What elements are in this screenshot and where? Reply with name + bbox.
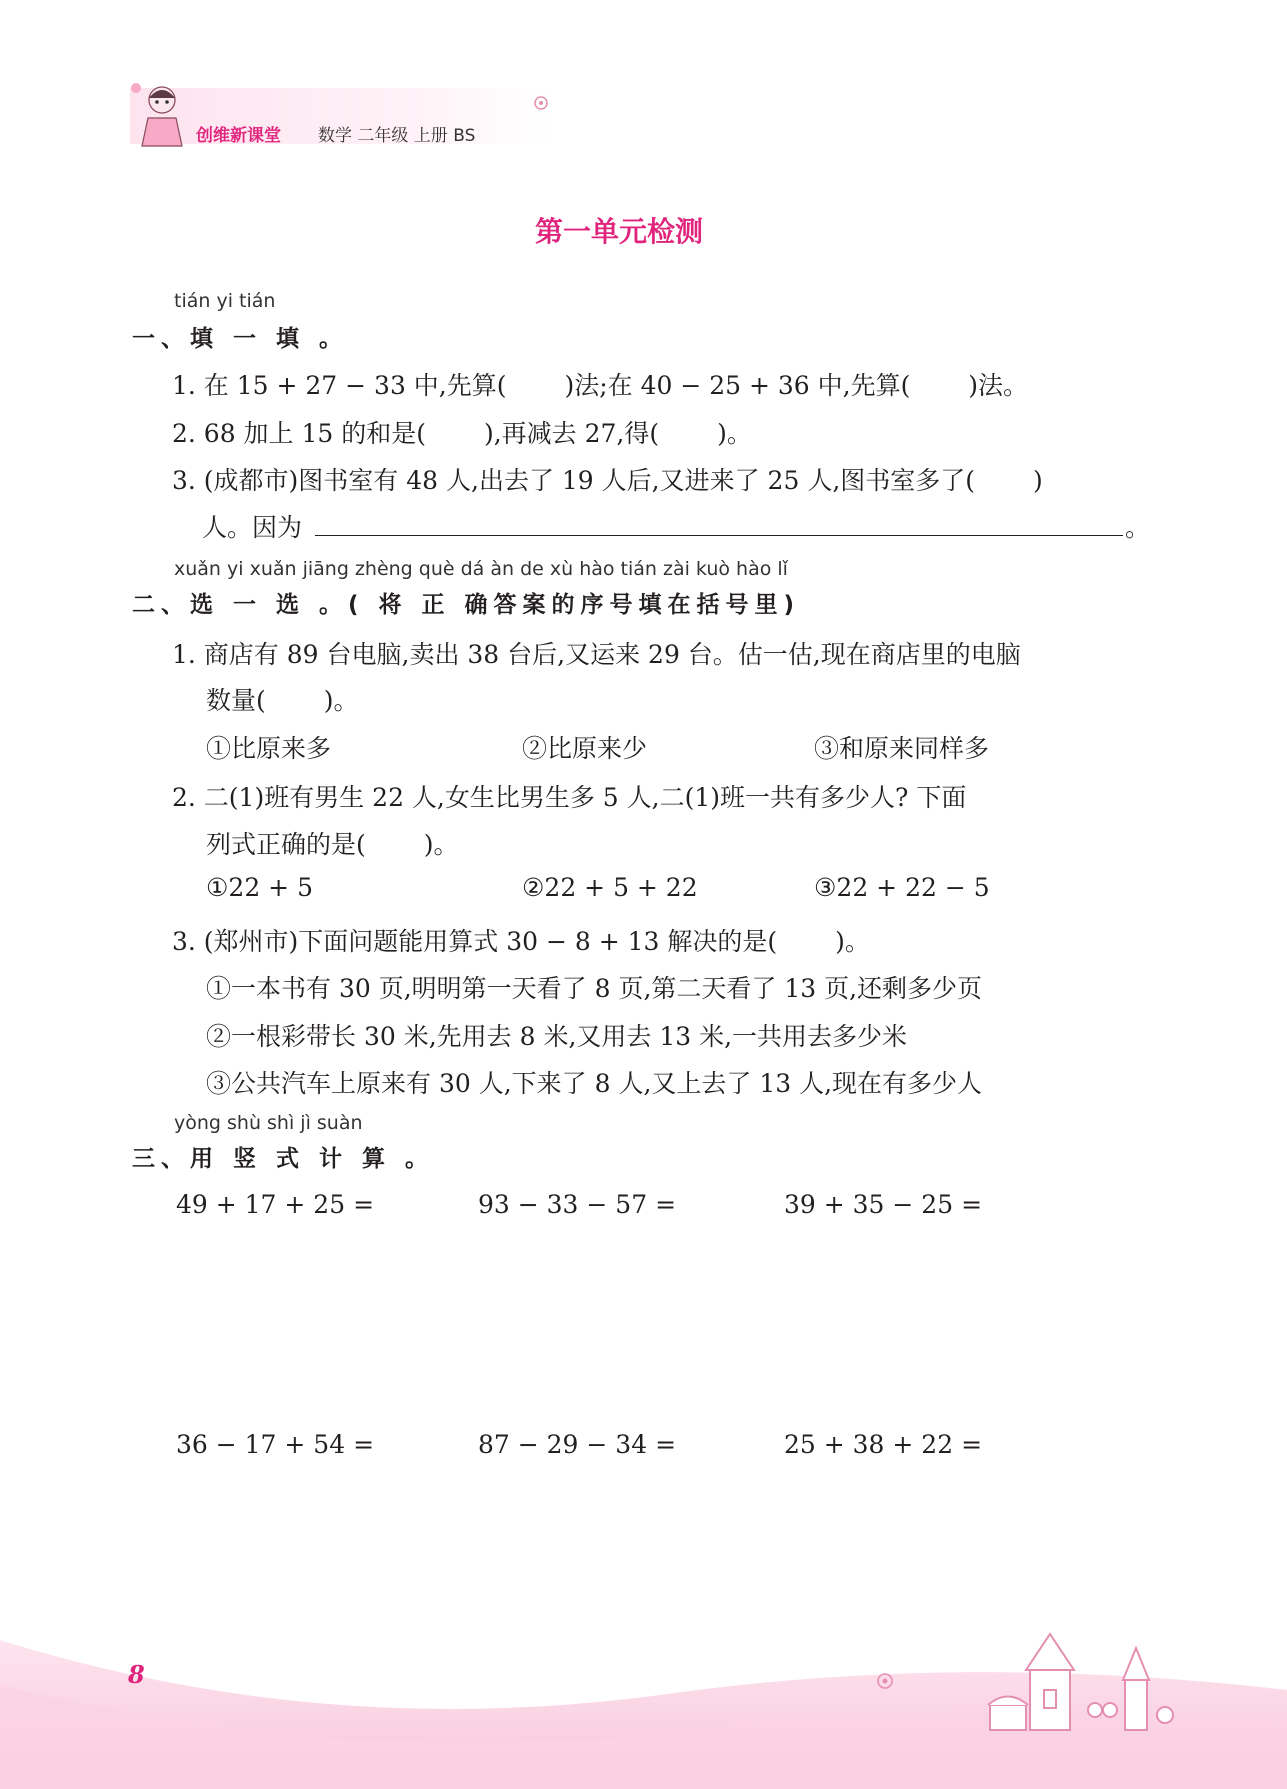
s2-q3-option-3: ③公共汽车上原来有 30 人,下来了 8 人,又上去了 13 人,现在有多少人 (206, 1069, 983, 1098)
calc-problem: 49 + 17 + 25 = (176, 1190, 375, 1219)
brand-name: 创维新课堂 (196, 126, 281, 146)
s2-q2-option-3: ③22 + 22 − 5 (814, 873, 990, 902)
s2-question-1: 1. 商店有 89 台电脑,卖出 38 台后,又运来 29 台。估一估,现在商店里的电脑 (172, 640, 1021, 669)
s2-q2-option-2: ②22 + 5 + 22 (522, 873, 698, 902)
answer-blank-line[interactable] (315, 535, 1123, 536)
calc-problem: 25 + 38 + 22 = (784, 1430, 983, 1459)
section1-heading: 一、填 一 填 。 (132, 326, 349, 352)
girl-mascot-icon (128, 78, 190, 152)
s1-question-3-reason-label: 人。因为 (202, 513, 303, 542)
s2-q1-option-2: ②比原来少 (522, 734, 648, 763)
s2-q1-option-3: ③和原来同样多 (814, 734, 990, 763)
castle-icon (960, 1620, 1180, 1740)
s1-question-1: 1. 在 15 + 27 − 33 中,先算( )法;在 40 − 25 + 36 中,先算( )法。 (172, 371, 1029, 400)
s1-question-3: 3. (成都市)图书室有 48 人,出去了 19 人后,又进来了 25 人,图书室多了( ) (172, 466, 1043, 495)
s2-q1-option-1: ①比原来多 (206, 734, 332, 763)
section2-heading: 二、选 一 选 。( 将 正 确答案的序号填在括号里) (132, 592, 801, 618)
s2-question-1-line2: 数量( )。 (206, 686, 359, 715)
page-title: 第一单元检测 (535, 215, 704, 248)
calc-problem: 39 + 35 − 25 = (784, 1190, 983, 1219)
flower-icon (530, 92, 552, 114)
flower-icon (870, 1668, 900, 1694)
calc-problem: 93 − 33 − 57 = (478, 1190, 677, 1219)
page-number: 8 (128, 1660, 145, 1689)
section1-pinyin: tián yi tián (174, 290, 276, 312)
calc-problem: 36 − 17 + 54 = (176, 1430, 375, 1459)
s2-q3-option-1: ①一本书有 30 页,明明第一天看了 8 页,第二天看了 13 页,还剩多少页 (206, 974, 983, 1003)
s2-question-2: 2. 二(1)班有男生 22 人,女生比男生多 5 人,二(1)班一共有多少人? 下面 (172, 783, 967, 812)
s2-question-3: 3. (郑州市)下面问题能用算式 30 − 8 + 13 解决的是( )。 (172, 927, 870, 956)
section3-heading: 三、用 竖 式 计 算 。 (132, 1146, 435, 1172)
section3-pinyin: yòng shù shì jì suàn (174, 1112, 363, 1134)
s2-q2-option-1: ①22 + 5 (206, 873, 313, 902)
subject-label: 数学 二年级 上册 BS (318, 126, 476, 146)
s1-question-2: 2. 68 加上 15 的和是( ),再减去 27,得( )。 (172, 419, 752, 448)
calc-problem: 87 − 29 − 34 = (478, 1430, 677, 1459)
section2-pinyin: xuǎn yi xuǎn jiāng zhèng què dá àn de xù hào tián zài kuò hào lǐ (174, 558, 788, 580)
s2-question-2-line2: 列式正确的是( )。 (206, 830, 459, 859)
s1-question-3-end: 。 (1125, 513, 1151, 542)
s2-q3-option-2: ②一根彩带长 30 米,先用去 8 米,又用去 13 米,一共用去多少米 (206, 1022, 908, 1051)
